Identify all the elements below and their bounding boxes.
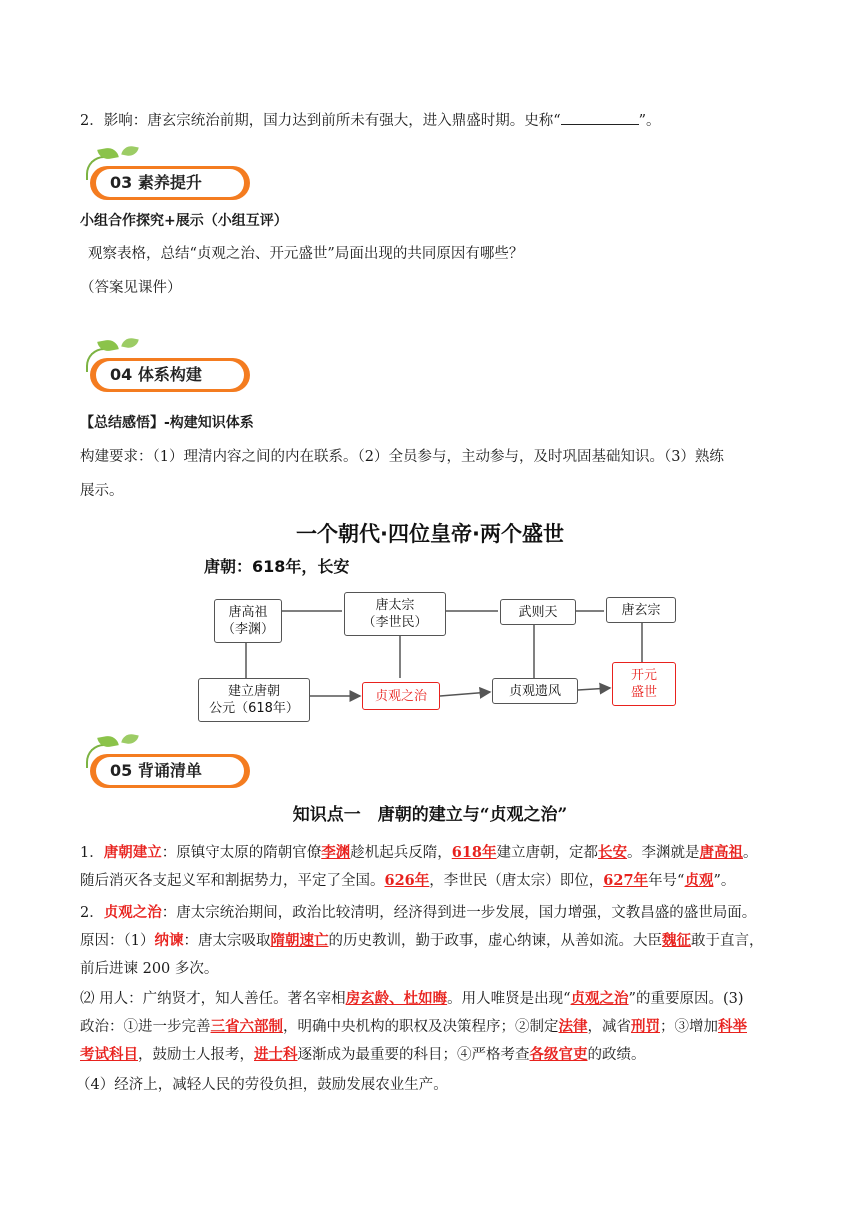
node-kaiyuan-shengshi: 开元 盛世 — [612, 662, 676, 706]
kp-line-3: 2．贞观之治：唐太宗统治期间，政治比较清明，经济得到进一步发展，国力增强，文教昌盛的盛世局面。 — [80, 904, 757, 921]
tang-dynasty-diagram — [190, 512, 690, 722]
kp-line-7: 政治：①进一步完善三省六部制，明确中央机构的职权及决策程序；②制定法律，减省刑罚；③增加科举 — [80, 1018, 747, 1035]
influence-line — [80, 110, 786, 132]
node-zhenguan-zhizhi: 贞观之治 — [362, 682, 440, 710]
requirements-line-1: 构建要求：（1）理清内容之间的内在联系。（2）全员参与，主动参与，及时巩固基础知识。（3）熟练 — [80, 449, 724, 465]
kp-line-8: 考试科目，鼓励士人报考，进士科逐渐成为最重要的科目；④严格考查各级官吏的政绩。 — [80, 1046, 646, 1063]
node-tang-xuanzong: 唐玄宗 — [606, 597, 676, 623]
section-banner-04 — [80, 340, 258, 396]
kp-line-1: 1．唐朝建立：原镇守太原的隋朝官僚李渊趁机起兵反隋，618年建立唐朝，定都长安。李渊就是唐高祖。 — [80, 844, 758, 861]
influence-text: 2．影响：唐玄宗统治前期，国力达到前所未有强大，进入鼎盛时期。史称“ — [80, 113, 561, 129]
fill-in-blank[interactable] — [561, 110, 639, 125]
node-tang-taizong: 唐太宗 （李世民） — [344, 592, 446, 636]
summary-heading: 【总结感悟】-构建知识体系 — [80, 415, 254, 431]
node-tang-gaozu: 唐高祖 （李渊） — [214, 599, 282, 643]
arrow-connector — [440, 692, 490, 696]
section-banner-03 — [80, 148, 258, 204]
kp-line-6: ⑵ 用人：广纳贤才，知人善任。著名宰相房玄龄、杜如晦。用人唯贤是出现“贞观之治”的重要原因。(3) — [80, 990, 744, 1007]
diagram-title: 一个朝代·四位皇帝·两个盛世 — [296, 522, 564, 546]
node-zhenguan-yifeng: 贞观遗风 — [492, 678, 578, 704]
node-wu-zetian: 武则天 — [500, 599, 576, 625]
arrow-connector — [578, 688, 610, 690]
section-title-03: 03 素养提升 — [110, 173, 202, 192]
diagram-subtitle: 唐朝：618年，长安 — [204, 557, 350, 576]
kp-line-4: 原因：（1）纳谏：唐太宗吸取隋朝速亡的历史教训，勤于政事，虚心纳谏，从善如流。大臣魏征敢于直言， — [80, 932, 764, 949]
kp-line-5: 前后进谏 200 多次。 — [80, 961, 219, 977]
knowledge-point-title: 知识点一 唐朝的建立与“贞观之治” — [292, 805, 568, 825]
section-title-04: 04 体系构建 — [110, 365, 202, 384]
leaf-icon — [121, 337, 138, 350]
requirements-line-2: 展示。 — [80, 483, 124, 499]
activity-question: 观察表格，总结“贞观之治、开元盛世”局面出现的共同原因有哪些？ — [88, 246, 524, 262]
leaf-icon — [121, 733, 138, 746]
section-title-05: 05 背诵清单 — [110, 761, 202, 780]
group-activity-heading: 小组合作探究+展示（小组互评） — [80, 213, 288, 229]
kp-line-9: （4）经济上，减轻人民的劳役负担，鼓励发展农业生产。 — [76, 1077, 448, 1093]
influence-suffix: ”。 — [638, 113, 661, 129]
node-founding-tang: 建立唐朝 公元（618年） — [198, 678, 310, 722]
section-banner-05 — [80, 736, 258, 792]
answer-note: （答案见课件） — [80, 280, 182, 296]
kp-line-2: 随后消灭各支起义军和割据势力，平定了全国。626年，李世民（唐太宗）即位，627年年号“贞观”。 — [80, 872, 736, 889]
leaf-icon — [121, 145, 138, 158]
